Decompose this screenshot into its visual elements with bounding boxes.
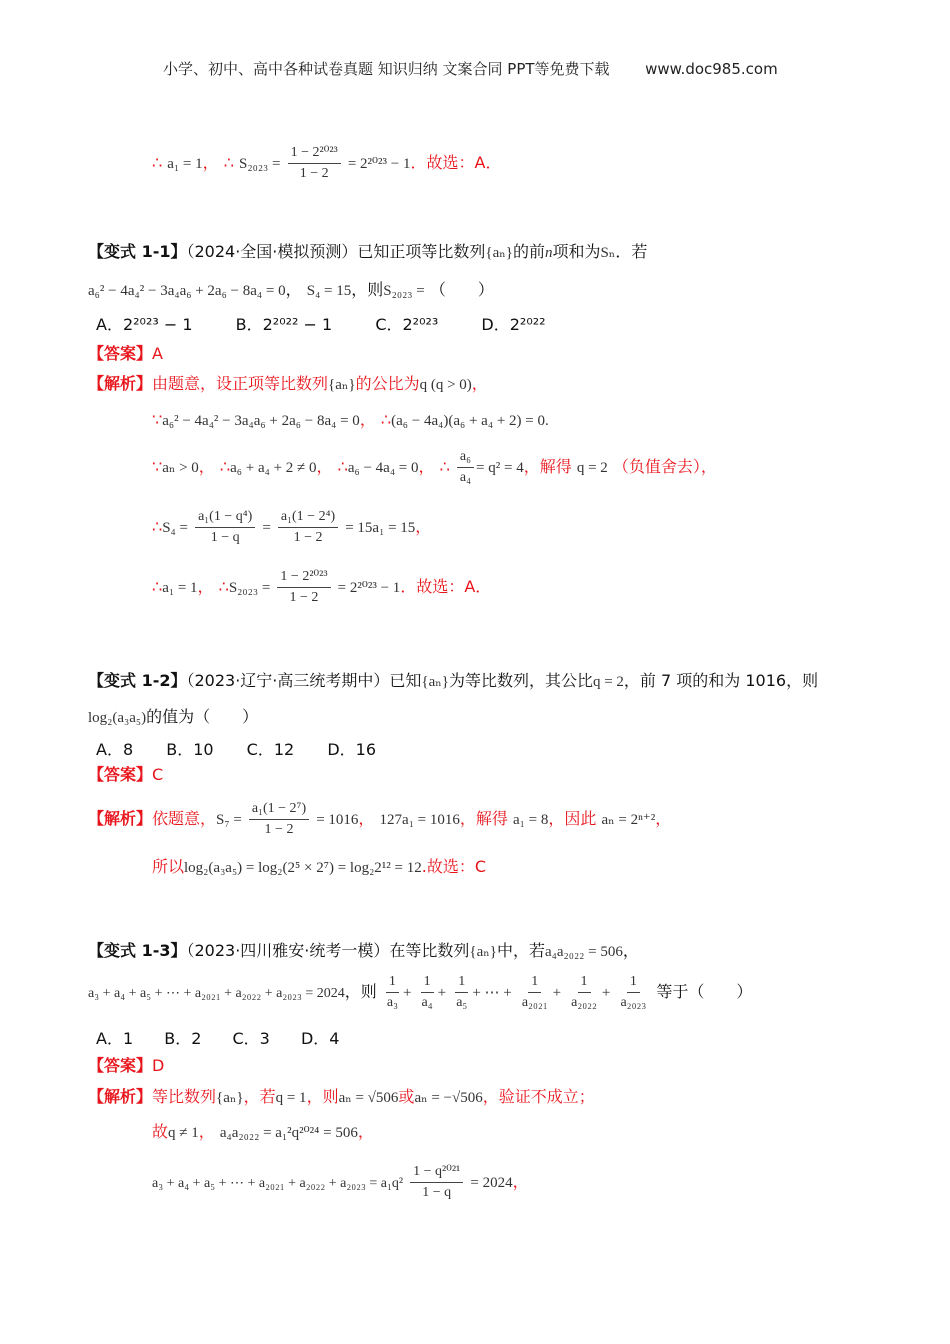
fraction-1-a3 (384, 973, 401, 1012)
math-result: = 15a₁ = 15 (345, 520, 416, 536)
option-c[interactable]: C．2²⁰²³ (375, 315, 439, 334)
stem-text: ， (622, 941, 639, 960)
analysis-text: 由题意，设正项等比数列 (152, 374, 329, 393)
ellipsis: + ⋯ + (472, 985, 512, 1001)
question-1-1-stem (88, 240, 647, 265)
header-text: 小学、初中、高中各种试卷真题 知识归纳 文案合同 PPT等免费下载 (163, 60, 610, 78)
math-s7: S₇ = (216, 812, 242, 828)
analysis-text: ， (512, 1172, 529, 1191)
fraction (410, 1163, 463, 1202)
therefore-symbol: ∴ (439, 457, 450, 476)
math-seq: {aₙ} (485, 245, 513, 261)
fraction-numerator: 1 (627, 973, 640, 993)
answer-label: 【答案】 (88, 1056, 153, 1075)
math-an-pos: aₙ = √506 (338, 1090, 399, 1106)
math-factored: (a₆ − 4a₄)(a₆ + a₄ + 2) = 0 (391, 413, 545, 429)
math-result: = 1016 (316, 812, 359, 828)
therefore-symbol: ∴ (152, 517, 163, 536)
fraction-numerator: a₁(1 − 2⁷) (249, 800, 309, 820)
fraction-numerator: 1 (386, 973, 399, 993)
math-s4: S₄ = 15 (306, 283, 352, 299)
math-log: log₂(a₃a₅) (88, 710, 147, 726)
math-q-value: q = 2 (576, 460, 608, 476)
stem-text: 的前 (512, 242, 545, 261)
analysis-1-1-line5: ∴a₁ = 1， ∴S₂₀₂₃ = $\frac{\text{1 − 2²⁰²³}}{1 - 2}$ = 2²⁰²³ − 1．故选：A． (152, 569, 492, 605)
fraction (288, 144, 341, 183)
math-product: a₄a₂₀₂₂ = 506 (544, 944, 623, 960)
analysis-1-2-line1: 【解析】依题意，S₇ = $\frac{\text{a₁(1 − 2⁷)}}{1 - 2}$ = 1016， 127a₁ = 1016，解得 a₁ = 8，因此 aₙ = 2ⁿ⁺²， (88, 801, 672, 837)
fraction-numerator: a₁(1 − q⁴) (195, 508, 255, 528)
math-zero: a₆ − 4a₄ = 0 (347, 460, 419, 476)
math-an-neg: aₙ = −√506 (414, 1090, 483, 1106)
therefore-symbol: ∴ (152, 153, 163, 172)
math-sum: a₃ + a₄ + a₅ + ⋯ + a₂₀₂₁ + a₂₀₂₂ + a₂₀₂₃ = 2024 (88, 986, 345, 1001)
math-a1: a₁ = 8 (513, 812, 549, 828)
therefore-symbol: ∴ (337, 457, 348, 476)
math-equation: 127a₁ = 1016 (379, 812, 460, 828)
question-tag: 【变式 1-2】 (88, 671, 187, 690)
equals: = (262, 520, 271, 536)
analysis-text: 的公比为 (355, 374, 420, 393)
fraction-denominator: 1 − 2 (299, 166, 329, 181)
option-c[interactable]: C．3 (232, 1029, 270, 1048)
fraction-numerator: a₁(1 − 2⁴) (278, 508, 338, 528)
question-1-3-condition (88, 973, 752, 1012)
stem-text: ，则 (351, 280, 384, 299)
math-equation: a₆² − 4a₄² − 3a₄a₆ + 2a₆ − 8a₄ = 0 (162, 413, 360, 429)
analysis-text: 故 (152, 1122, 169, 1141)
plus: + (437, 985, 447, 1001)
because-symbol: ∵ (152, 457, 163, 476)
fraction-denominator: a₂₀₂₂ (571, 995, 597, 1010)
fraction-denominator: a₂₀₂₁ (521, 995, 548, 1010)
therefore-symbol: ∴ (223, 153, 234, 172)
answer-1-2 (88, 763, 163, 787)
answer-1-3 (88, 1054, 164, 1078)
math-q: q (q > 0) (419, 377, 472, 393)
math-q-squared: = q² = 4 (476, 460, 524, 476)
math-s2023: S₂₀₂₃ = (239, 156, 281, 172)
fraction-denominator: 1 − 2 (264, 822, 294, 837)
math-seq: {aₙ} (469, 944, 497, 960)
fraction-numerator: 1 (455, 973, 468, 993)
analysis-text: （负值舍去）， (612, 457, 717, 476)
option-b[interactable]: B．10 (166, 740, 214, 759)
answer-1-1 (88, 342, 163, 366)
header-url[interactable]: www.doc985.com (645, 60, 778, 78)
question-1-1-options (96, 313, 584, 337)
analysis-text: ， (655, 809, 672, 828)
choice-text: .故选：C (421, 857, 487, 876)
analysis-label: 【解析】 (88, 809, 153, 828)
math-sum: a₃ + a₄ + a₅ + ⋯ + a₂₀₂₁ + a₂₀₂₂ + a₂₀₂₃ = a₁q² (152, 1176, 404, 1191)
therefore-symbol: ∴ (152, 577, 163, 596)
analysis-1-1-line3: ∵aₙ > 0， ∴a₆ + a₄ + 2 ≠ 0， ∴a₆ − 4a₄ = 0， ∴ $\frac{\text{a₆}}{\text{a₄}}$ = q² = 4，解得 q = 2 （负值舍去）， (152, 449, 717, 485)
analysis-text: ，若 (243, 1087, 276, 1106)
analysis-text: 或 (398, 1087, 415, 1106)
math-result: = 2024 (470, 1175, 513, 1191)
math-seq: {aₙ} (328, 377, 356, 393)
question-source: （2024·全国·模拟预测）已知正项等比数列 (186, 242, 486, 261)
math-log-chain: log₂(a₃a₅) = log₂(2⁵ × 2⁷) = log₂2¹² = 12 (184, 860, 422, 876)
question-1-3-options (96, 1027, 365, 1051)
math-n: n (544, 245, 553, 261)
question-tag: 【变式 1-1】 (88, 242, 187, 261)
analysis-1-1-line1 (88, 372, 488, 397)
option-d[interactable]: D．4 (300, 1029, 340, 1048)
analysis-1-3-line1 (88, 1085, 595, 1110)
analysis-text: ，则 (306, 1087, 339, 1106)
analysis-text: ，验证不成立； (482, 1087, 595, 1106)
stem-text: ，则 (344, 982, 377, 1001)
question-1-2-ask (88, 705, 258, 730)
therefore-symbol: ∴ (380, 410, 392, 429)
analysis-text: ，因此 (548, 809, 597, 828)
math-q: q = 1 (275, 1090, 307, 1106)
answer-label: 【答案】 (88, 765, 153, 784)
option-b[interactable]: B．2 (164, 1029, 202, 1048)
fraction-1-a2021 (519, 973, 551, 1012)
fraction (457, 448, 474, 487)
option-c[interactable]: C．12 (246, 740, 295, 759)
fraction-denominator: a₅ (456, 995, 468, 1010)
stem-text: ， (285, 280, 302, 299)
fraction-1-a2023 (617, 973, 649, 1012)
fraction-denominator: 1 − q (210, 530, 240, 545)
choice-text: ．故选：A． (400, 577, 492, 596)
analysis-text: ， (415, 517, 432, 536)
math-a1: a₁ = 1 (167, 156, 203, 172)
analysis-text: ，解得 (459, 809, 508, 828)
question-tag: 【变式 1-3】 (88, 941, 187, 960)
fraction-denominator: a₂₀₂₃ (620, 995, 647, 1010)
analysis-text: ， (471, 374, 488, 393)
analysis-1-3-line2: 故q ≠ 1， a₄a₂₀₂₂ = a₁²q²⁰²⁴ = 506， (152, 1122, 374, 1141)
fraction (277, 568, 330, 607)
analysis-label: 【解析】 (88, 1087, 153, 1106)
stem-text: 项和为 (552, 242, 601, 261)
fraction-denominator: 1 − 2 (289, 590, 319, 605)
therefore-symbol: ∴ (218, 577, 229, 596)
period: . (544, 413, 549, 429)
question-1-2-options (96, 738, 404, 762)
plus: + (601, 985, 611, 1001)
fraction-numerator: 1 (528, 973, 541, 993)
math-a1: a₁ = 1 (162, 580, 198, 596)
fraction (195, 508, 255, 547)
fraction-1-a2022 (568, 973, 600, 1012)
option-a[interactable]: A．1 (96, 1029, 134, 1048)
analysis-text: 所以 (152, 857, 185, 876)
fraction-denominator: 1 − 2 (293, 530, 323, 545)
fraction-numerator: 1 (421, 973, 434, 993)
math-product: a₄a₂₀₂₂ = a₁²q²⁰²⁴ = 506 (219, 1125, 358, 1141)
fraction-numerator: 1 − q²⁰²¹ (410, 1163, 463, 1183)
question-1-3-stem (88, 939, 639, 964)
answer-value: C (152, 765, 164, 784)
fraction-1-a4 (419, 973, 436, 1012)
fraction-denominator: a₃ (386, 995, 398, 1010)
math-sn: Sₙ (600, 245, 616, 261)
analysis-1-1-line4 (152, 508, 431, 547)
page-header (163, 58, 778, 79)
math-result: = 2²⁰²³ − 1 (337, 580, 401, 596)
choice-text: ．故选：A． (410, 153, 502, 172)
fraction-denominator: a₄ (421, 995, 433, 1010)
option-d[interactable]: D．16 (327, 740, 376, 759)
analysis-1-1-line2: ∵a₆² − 4a₄² − 3a₄a₆ + 2a₆ − 8a₄ = 0， ∴(a₆ − 4a₄)(a₆ + a₄ + 2) = 0. (152, 410, 549, 429)
math-seq: {aₙ} (421, 674, 449, 690)
question-1-2-stem (88, 669, 818, 694)
analysis-text: 依题意， (152, 809, 217, 828)
question-source: （2023·四川雅安·统考一模）在等比数列 (186, 941, 470, 960)
fraction (278, 508, 338, 547)
analysis-text: ， (357, 1122, 374, 1141)
because-symbol: ∵ (152, 410, 163, 429)
answer-paren: （ ） (429, 280, 494, 299)
fraction-1-a5 (453, 973, 470, 1012)
plus: + (552, 985, 562, 1001)
option-a[interactable]: A．8 (96, 740, 134, 759)
analysis-1-2-line2 (152, 855, 486, 880)
fraction-numerator: 1 − 2²⁰²³ (288, 144, 341, 164)
analysis-text: 等比数列 (152, 1087, 217, 1106)
option-d[interactable]: D．2²⁰²² (481, 315, 546, 334)
fraction-numerator: 1 (578, 973, 591, 993)
plus: + (402, 985, 412, 1001)
math-nonzero: a₆ + a₄ + 2 ≠ 0 (230, 460, 317, 476)
answer-value: A (152, 344, 163, 363)
analysis-text: ，解得 (523, 457, 572, 476)
stem-text: 等于（ ） (656, 982, 753, 1001)
stem-text: 的值为（ ） (146, 707, 259, 726)
fraction-numerator: a₆ (457, 448, 474, 468)
math-result: = 2²⁰²³ − 1 (347, 156, 411, 172)
math-s4: S₄ = (162, 520, 188, 536)
analysis-1-3-line3 (152, 1163, 529, 1202)
stem-text: 中，若 (496, 941, 545, 960)
stem-text: ，前 7 项的和为 1016，则 (623, 671, 819, 690)
separator: ， (202, 153, 219, 172)
answer-label: 【答案】 (88, 344, 153, 363)
math-seq: {aₙ} (216, 1090, 244, 1106)
fraction-denominator: a₄ (459, 470, 472, 485)
stem-text: 为等比数列，其公比 (448, 671, 593, 690)
question-1-1-condition (88, 278, 494, 303)
analysis-label: 【解析】 (88, 374, 153, 393)
math-an: aₙ = 2ⁿ⁺² (601, 812, 656, 828)
option-b[interactable]: B．2²⁰²² − 1 (235, 315, 333, 334)
fraction-numerator: 1 − 2²⁰²³ (277, 568, 330, 588)
math-q: q = 2 (592, 674, 624, 690)
math-condition: a₆² − 4a₄² − 3a₄a₆ + 2a₆ − 8a₄ = 0 (88, 283, 286, 299)
answer-value: D (152, 1056, 165, 1075)
math-an-positive: aₙ > 0 (162, 460, 199, 476)
option-a[interactable]: A．2²⁰²³ − 1 (96, 315, 193, 334)
math-s2023: S₂₀₂₃ = (383, 283, 425, 299)
math-s2023: S₂₀₂₃ = (228, 580, 271, 596)
fraction-denominator: 1 − q (422, 1185, 452, 1200)
question-source: （2023·辽宁·高三统考期中）已知 (186, 671, 422, 690)
stem-text: ．若 (615, 242, 648, 261)
prev-solution-line (152, 144, 501, 183)
therefore-symbol: ∴ (219, 457, 231, 476)
math-q-neq: q ≠ 1 (168, 1125, 199, 1141)
fraction (249, 800, 309, 839)
